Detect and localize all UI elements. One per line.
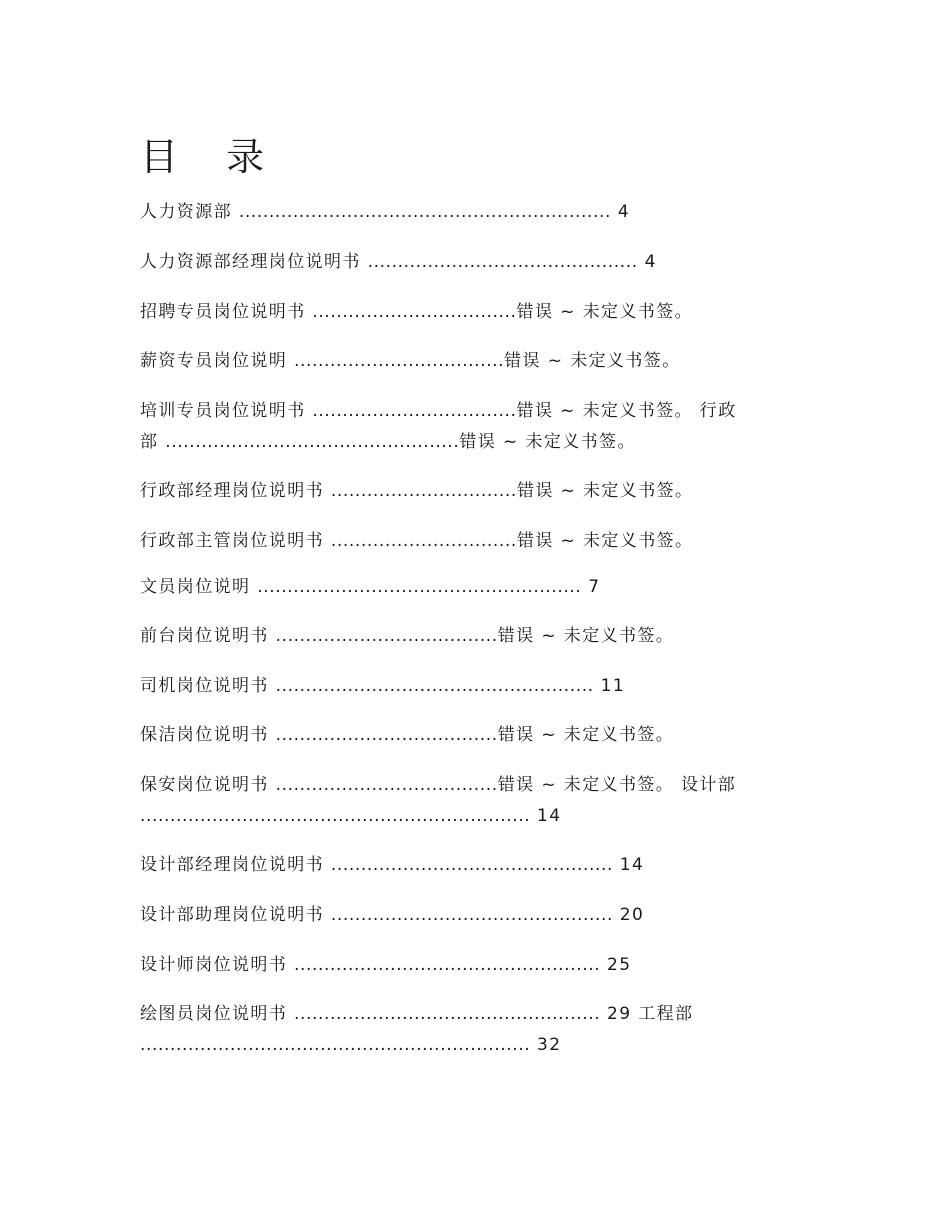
toc-entry-label: 设计部经理岗位说明书 <box>140 855 331 875</box>
toc-leader-dots: ............................... <box>330 481 517 501</box>
toc-entry-page: 错误 ~ 未定义书签。 <box>504 351 681 371</box>
toc-entry-page: 25 <box>600 955 632 975</box>
toc-entry[interactable] <box>140 300 693 324</box>
toc-entry-label: 人力资源部 <box>140 202 239 222</box>
toc-leader-dots: ............................................... <box>330 855 613 875</box>
toc-entry[interactable] <box>140 575 600 599</box>
toc-entry-label: 司机岗位说明书 <box>140 676 276 696</box>
toc-entry-label: 培训专员岗位说明书 <box>140 401 313 421</box>
toc-entry[interactable] <box>140 624 674 648</box>
toc-entry[interactable] <box>140 674 625 698</box>
toc-leader-dots: ..................................... <box>275 725 498 745</box>
toc-entry-page: 错误 ~ 未定义书签。 行政 <box>516 401 737 421</box>
toc-entry-page: 错误 ~ 未定义书签。 <box>497 725 675 745</box>
toc-entry-page: 11 <box>593 676 626 696</box>
toc-leader-dots: ............................................. <box>367 252 638 272</box>
toc-entry-label: 行政部经理岗位说明书 <box>140 481 331 501</box>
toc-entry[interactable] <box>140 200 630 224</box>
toc-leader-dots: ..................................... <box>275 626 498 646</box>
toc-entry-page: 4 <box>611 202 631 222</box>
toc-entry-page: 20 <box>613 905 645 925</box>
toc-leader-dots: ..................................................... <box>275 676 594 696</box>
toc-entry-page: 错误 ~ 未定义书签。 <box>516 302 693 322</box>
toc-entry[interactable] <box>140 953 631 977</box>
toc-entry-label: 行政部主管岗位说明书 <box>140 531 331 551</box>
toc-leader-dots: ................................................................. <box>140 1035 531 1055</box>
toc-entry-label: 薪资专员岗位说明 <box>140 351 295 371</box>
toc-entry-label: 保洁岗位说明书 <box>140 725 276 745</box>
toc-entry-label: 绘图员岗位说明书 <box>140 1004 295 1024</box>
toc-leader-dots: ................................................. <box>165 432 460 452</box>
toc-entry-page: 29 工程部 <box>600 1004 694 1024</box>
toc-entry-label: 设计部助理岗位说明书 <box>140 905 331 925</box>
toc-leader-dots: ............................................... <box>330 905 613 925</box>
toc-leader-dots: .................................. <box>312 302 517 322</box>
toc-entry[interactable] <box>140 723 674 747</box>
toc-entry-page: 4 <box>637 252 657 272</box>
toc-leader-dots: .............................................................. <box>238 202 612 222</box>
toc-entry[interactable] <box>140 773 736 797</box>
toc-leader-dots: ................................... <box>294 351 505 371</box>
toc-entry[interactable] <box>140 1033 562 1057</box>
toc-entry[interactable] <box>140 430 636 454</box>
toc-entry[interactable] <box>140 349 681 373</box>
toc-title: 目 录 <box>140 135 283 179</box>
toc-entry-label: 部 <box>140 432 166 452</box>
toc-entry[interactable] <box>140 479 693 503</box>
toc-entry-label: 前台岗位说明书 <box>140 626 276 646</box>
toc-entry[interactable] <box>140 399 737 423</box>
toc-entry[interactable] <box>140 250 657 274</box>
toc-entry-label: 文员岗位说明 <box>140 577 258 597</box>
toc-entry-label: 招聘专员岗位说明书 <box>140 302 313 322</box>
toc-entry-page: 32 <box>530 1035 562 1055</box>
toc-entry-page: 错误 ~ 未定义书签。 <box>516 531 694 551</box>
toc-entry-page: 14 <box>613 855 645 875</box>
toc-entry[interactable] <box>140 853 644 877</box>
toc-leader-dots: ............................... <box>330 531 517 551</box>
toc-entry-page: 7 <box>581 577 601 597</box>
toc-leader-dots: ..................................... <box>275 775 498 795</box>
toc-entry-label: 人力资源部经理岗位说明书 <box>140 252 368 272</box>
toc-entry-page: 错误 ~ 未定义书签。 <box>497 626 675 646</box>
toc-entry-label: 保安岗位说明书 <box>140 775 276 795</box>
toc-entry[interactable] <box>140 1002 693 1026</box>
toc-leader-dots: .................................. <box>312 401 517 421</box>
toc-entry-page: 14 <box>530 806 562 826</box>
toc-entry-label: 设计师岗位说明书 <box>140 955 295 975</box>
toc-leader-dots: ................................................... <box>294 1004 601 1024</box>
toc-leader-dots: ................................................................. <box>140 806 531 826</box>
toc-entry[interactable] <box>140 804 562 828</box>
toc-entry-page: 错误 ~ 未定义书签。 设计部 <box>497 775 737 795</box>
toc-entry[interactable] <box>140 903 644 927</box>
toc-leader-dots: ...................................................... <box>257 577 582 597</box>
toc-entry[interactable] <box>140 529 693 553</box>
toc-entry-page: 错误 ~ 未定义书签。 <box>459 432 636 452</box>
toc-entry-page: 错误 ~ 未定义书签。 <box>516 481 694 501</box>
toc-leader-dots: ................................................... <box>294 955 601 975</box>
